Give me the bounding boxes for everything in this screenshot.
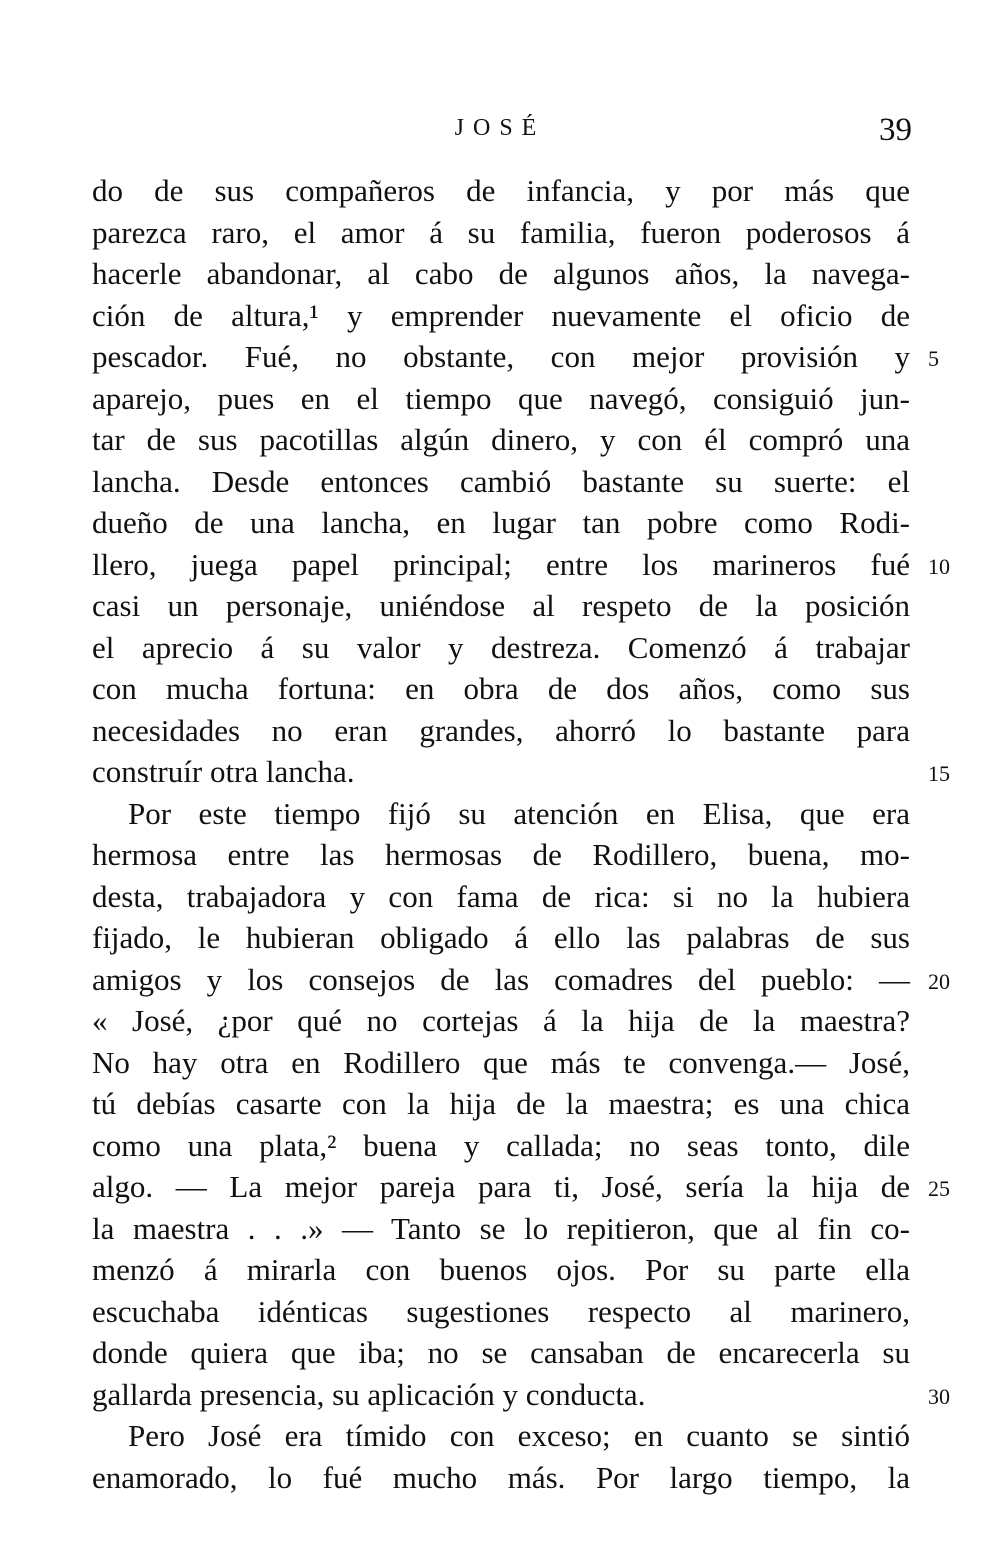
text-line: casi un personaje, uniéndose al respeto de la posición	[92, 588, 910, 623]
text-line: lancha. Desde entonces cambió bastante su suerte: el	[92, 463, 910, 499]
text-line: « José, ¿por qué no cortejas á la hija de la maestra?	[92, 1003, 910, 1038]
text-line: pescador. Fué, no obstante, con mejor provisión y	[92, 339, 910, 374]
text-line: desta, trabajadora y con fama de rica: si no la hubiera	[92, 878, 910, 914]
text-line-wrap	[92, 336, 939, 378]
text-line: fijado, le hubieran obligado á ello las palabras de sus	[92, 920, 910, 955]
text-line: menzó á mirarla con buenos ojos. Por su parte ella	[92, 1252, 910, 1287]
line-number: 25	[928, 1176, 950, 1201]
text-line: hermosa entre las hermosas de Rodillero, buena, mo-	[92, 837, 910, 872]
text-line: la maestra . . .» — Tanto se lo repitieron, que al fin co-	[92, 1210, 910, 1246]
line-number: 5	[928, 346, 939, 371]
text-line: gallarda presencia, su aplicación y conducta.	[92, 1376, 646, 1412]
text-line-wrap	[92, 751, 950, 793]
text-line: algo. — La mejor pareja para ti, José, sería la hija de	[92, 1169, 910, 1204]
text-line: tú debías casarte con la hija de la maestra; es una chica	[92, 1086, 910, 1121]
text-line: amigos y los consejos de las comadres del pueblo: —	[92, 961, 910, 997]
text-line: do de sus compañeros de infancia, y por más que	[92, 173, 910, 208]
text-line: como una plata,² buena y callada; no seas tonto, dile	[92, 1127, 910, 1163]
text-line: parezca raro, el amor á su familia, fueron poderosos á	[92, 214, 910, 250]
line-number: 10	[928, 553, 950, 579]
running-title: JOSÉ	[454, 115, 546, 141]
text-line: ción de altura,¹ y emprender nuevamente el oficio de	[92, 297, 910, 333]
text-line-wrap	[92, 1166, 950, 1208]
text-line: construír otra lancha.	[92, 754, 355, 789]
text-line: enamorado, lo fué mucho más. Por largo tiempo, la	[92, 1459, 910, 1495]
text-line: Pero José era tímido con exceso; en cuanto se sintió	[128, 1418, 910, 1453]
text-line: dueño de una lancha, en lugar tan pobre como Rodi-	[92, 505, 910, 540]
text-line: el aprecio á su valor y destreza. Comenzó á trabajar	[92, 629, 910, 665]
line-number: 15	[928, 761, 950, 786]
text-line: llero, juega papel principal; entre los marineros fué	[92, 546, 910, 582]
text-line: necesidades no eran grandes, ahorró lo bastante para	[92, 712, 910, 748]
text-line-wrap	[92, 544, 950, 586]
page-number: 39	[879, 112, 912, 148]
text-line-wrap	[92, 959, 950, 1001]
line-number: 20	[928, 968, 950, 994]
text-line-wrap	[92, 1374, 950, 1416]
text-line: tar de sus pacotillas algún dinero, y con él compró una	[92, 422, 910, 457]
body-text	[92, 170, 950, 1498]
text-line: Por este tiempo fijó su atención en Elisa, que era	[128, 795, 910, 831]
text-line: No hay otra en Rodillero que más te convenga.— José,	[92, 1044, 910, 1080]
line-number: 30	[928, 1383, 950, 1409]
text-line: con mucha fortuna: en obra de dos años, como sus	[92, 671, 910, 706]
text-line: hacerle abandonar, al cabo de algunos años, la navega-	[92, 256, 910, 291]
text-line: escuchaba idénticas sugestiones respecto al marinero,	[92, 1293, 910, 1329]
text-line: donde quiera que iba; no se cansaban de encarecerla su	[92, 1335, 910, 1370]
text-line: aparejo, pues en el tiempo que navegó, consiguió jun-	[92, 380, 910, 416]
